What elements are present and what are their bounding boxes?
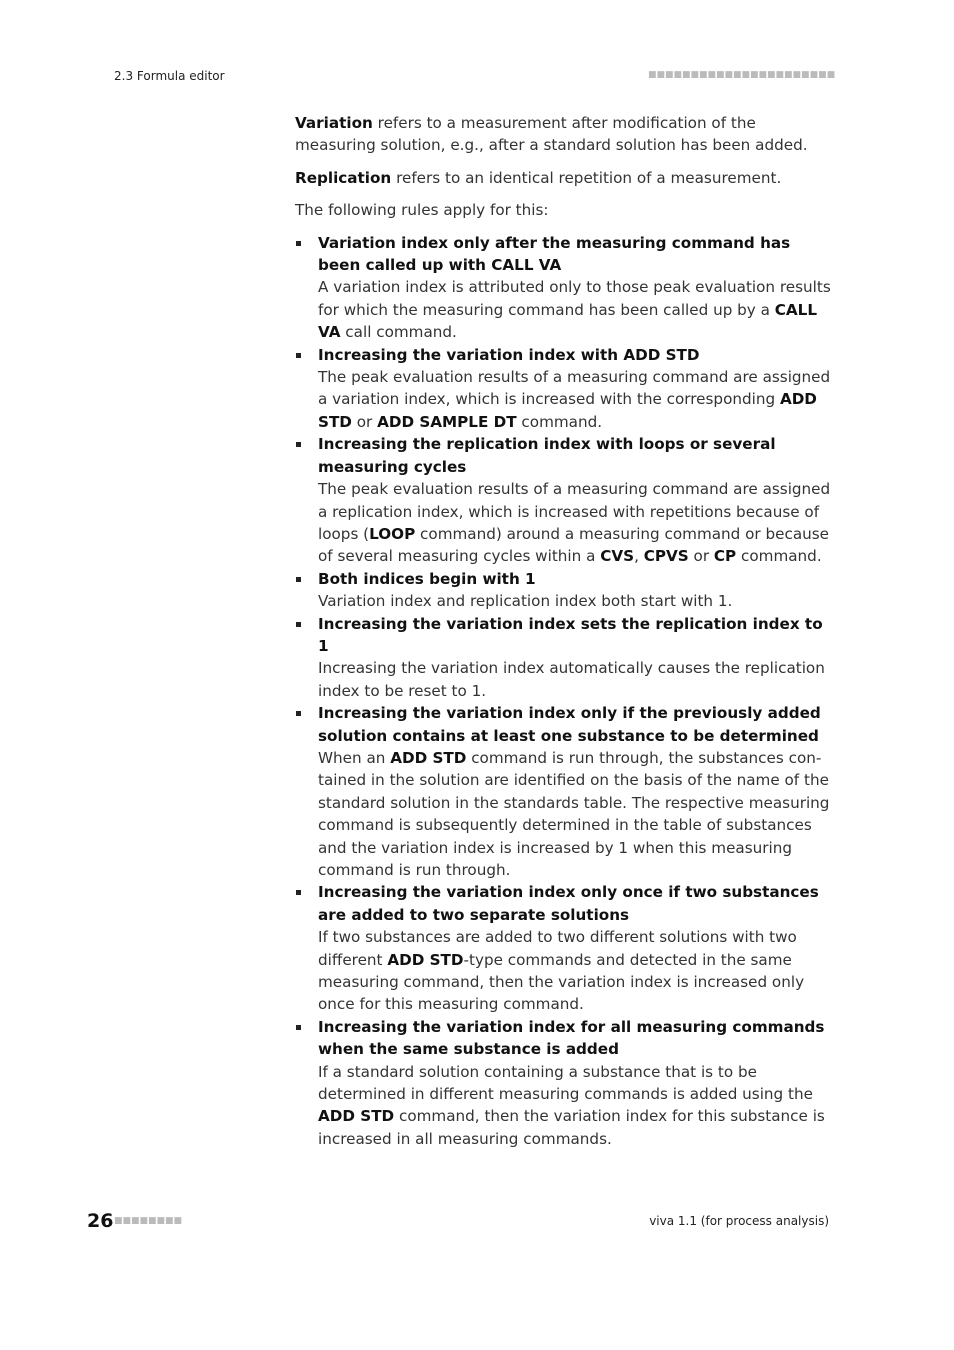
command-keyword: CP [713, 547, 737, 566]
rule-item [295, 568, 835, 613]
square-bullet-icon [296, 622, 301, 627]
rule-text: If two substances are added to two different solutions with two different [318, 928, 797, 969]
rule-item [295, 613, 835, 703]
rule-text: If a standard solution containing a substance that is to be determined in different measuring commands is added using the [318, 1062, 813, 1104]
rule-text: The peak evaluation results of a measuring command are assigned a variation index, which is increased with the corresponding [318, 368, 831, 409]
rule-text: When an [318, 748, 391, 767]
command-keyword: ADD STD [390, 748, 467, 767]
command-keyword: CVS [600, 547, 635, 566]
command-keyword: ADD STD [318, 1107, 395, 1126]
square-bullet-icon [296, 241, 301, 246]
main-content [295, 112, 835, 1150]
variation-text: refers to a measurement after modification of the measuring solution, e.g., after a standard solution has been added. [295, 114, 808, 155]
square-bullet-icon [296, 577, 301, 582]
replication-text: refers to an identical repetition of a measurement. [391, 168, 782, 187]
running-header-section: 2.3 Formula editor [114, 69, 225, 83]
rule-title: Increasing the variation index with ADD STD [318, 345, 700, 364]
replication-paragraph [295, 167, 835, 189]
rule-item [295, 344, 835, 434]
rule-text: command. [516, 412, 603, 431]
rule-item [295, 1016, 835, 1150]
rule-description [318, 657, 835, 702]
rule-item [295, 881, 835, 1015]
rule-description [318, 590, 835, 612]
rule-title: Increasing the variation index for all measuring commands when the same substance is added [318, 1017, 825, 1059]
rule-text: Variation index and replication index both start with 1. [318, 592, 733, 611]
square-bullet-icon [296, 711, 301, 716]
rule-description [318, 926, 835, 1016]
rules-intro: The following rules apply for this: [295, 201, 549, 220]
rule-title: Variation index only after the measuring command has been called up with CALL VA [318, 233, 791, 275]
square-bullet-icon [296, 353, 301, 358]
page-number: 26 [87, 1210, 114, 1232]
rule-description [318, 1061, 835, 1151]
rule-title: Increasing the variation index sets the replication index to 1 [318, 614, 823, 655]
rule-title: Increasing the variation index only once if two substances are added to two separate solutions [318, 883, 819, 924]
rules-list [295, 232, 835, 1151]
command-keyword: ADD STD [318, 390, 817, 431]
rule-text: call command. [340, 323, 457, 342]
rule-text: command. [736, 547, 822, 566]
rule-text: The peak evaluation results of a measuring command are assigned a replication index, which is increased with repetitions because of loops ( [318, 480, 831, 543]
rule-item [295, 433, 835, 567]
header-decoration: ■■■■■■■■■■■■■■■■■■■■■■ [648, 70, 836, 80]
replication-term: Replication [295, 168, 392, 187]
variation-term: Variation [295, 114, 373, 132]
rule-description [318, 478, 835, 568]
command-keyword: CALL VA [318, 300, 818, 342]
rule-title: Both indices begin with 1 [318, 569, 536, 588]
rule-text: command is run through, the substances contained in the solution are identified on the basis of the name of the standard solution in the standards table. The respective measuring command is subsequently determined in the table of substances and the variation index is increased by 1 when this measuring command is run through. [318, 748, 830, 879]
rule-description [318, 366, 835, 433]
rule-text: -type commands and detected in the same measuring command, then the variation index is increased only once for this measuring command. [318, 950, 805, 1014]
rule-description [318, 747, 835, 881]
rule-item [295, 232, 835, 344]
rule-title: Increasing the replication index with loops or several measuring cycles [318, 435, 776, 476]
command-keyword: LOOP [369, 524, 416, 543]
rule-description [318, 276, 835, 343]
rule-item [295, 702, 835, 881]
variation-paragraph [295, 112, 835, 157]
rule-text: A variation index is attributed only to those peak evaluation results for which the measuring command has been called up by a [318, 278, 831, 319]
command-keyword: ADD STD [387, 950, 464, 969]
rule-text: or [351, 412, 378, 431]
product-name: viva 1.1 (for process analysis) [649, 1214, 829, 1228]
rule-text: command, then the variation index for this substance is increased in all measuring commands. [318, 1107, 825, 1148]
rule-text: or [688, 547, 714, 566]
square-bullet-icon [296, 442, 301, 447]
rule-text: command) around a measuring command or because of several measuring cycles within a [318, 524, 830, 566]
rule-text: , [634, 547, 644, 566]
command-keyword: CPVS [643, 547, 689, 566]
square-bullet-icon [296, 890, 301, 895]
command-keyword: ADD SAMPLE DT [377, 412, 517, 431]
footer-decoration: ■■■■■■■■ [114, 1216, 183, 1226]
rule-text: Increasing the variation index automatically causes the replication index to be reset to 1. [318, 659, 825, 700]
rule-title: Increasing the variation index only if the previously added solution contains at least one substance to be determined [318, 704, 821, 745]
square-bullet-icon [296, 1025, 301, 1030]
